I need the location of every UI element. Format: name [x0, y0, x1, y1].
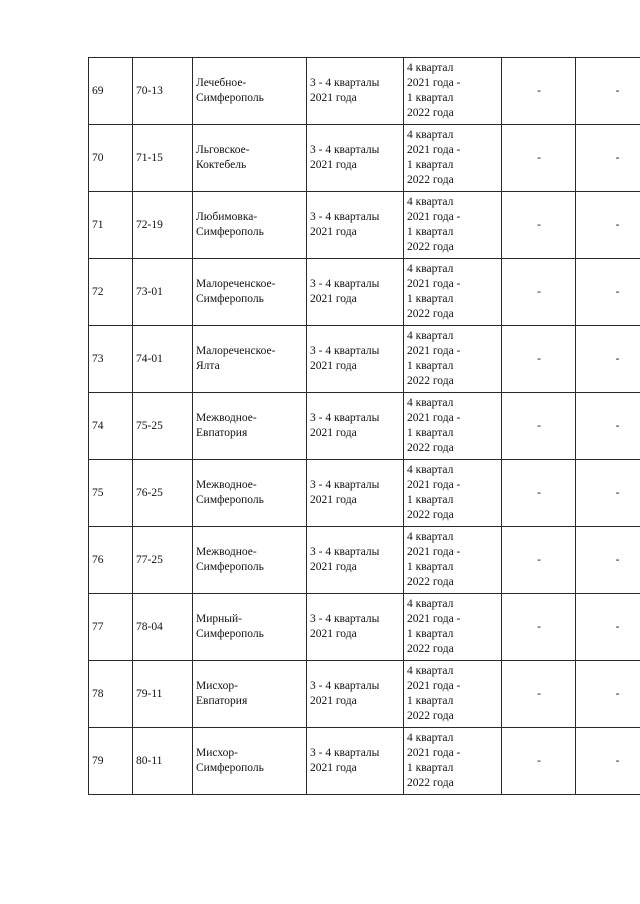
period-cell: [307, 460, 404, 527]
table-row: [89, 728, 640, 795]
period-cell: [307, 125, 404, 192]
route-code-cell-text: 72-19: [136, 218, 163, 231]
table-row: [89, 192, 640, 259]
route-code-cell: [133, 192, 193, 259]
route-number-cell-text: 74: [92, 419, 104, 432]
route-number-cell: [89, 58, 133, 125]
column-a-cell: [502, 393, 576, 460]
route-number-cell-text: 71: [92, 218, 104, 231]
column-b-cell-text: -: [615, 486, 620, 499]
column-b-cell: [576, 259, 640, 326]
period-cell: [307, 192, 404, 259]
table-row: [89, 58, 640, 125]
route-code-cell: [133, 259, 193, 326]
deadline-cell: [404, 594, 502, 661]
route-name-cell-text: Межводное- Симферополь: [196, 479, 264, 506]
period-cell-text: 3 - 4 кварталы 2021 года: [310, 278, 380, 305]
column-a-cell: [502, 661, 576, 728]
route-number-cell: [89, 326, 133, 393]
deadline-cell: [404, 125, 502, 192]
column-b-cell: [576, 58, 640, 125]
deadline-cell: [404, 259, 502, 326]
period-cell-text: 3 - 4 кварталы 2021 года: [310, 345, 380, 372]
column-a-cell: [502, 728, 576, 795]
deadline-cell: [404, 661, 502, 728]
table-row: [89, 125, 640, 192]
route-name-cell: [193, 527, 307, 594]
route-name-cell: [193, 259, 307, 326]
deadline-cell: [404, 527, 502, 594]
deadline-cell-text: 4 квартал 2021 года - 1 квартал 2022 года: [407, 464, 461, 521]
route-name-cell-text: Мисхор- Симферополь: [196, 747, 264, 774]
table-row: [89, 460, 640, 527]
deadline-cell-text: 4 квартал 2021 года - 1 квартал 2022 года: [407, 330, 461, 387]
route-number-cell-text: 72: [92, 285, 104, 298]
period-cell: [307, 326, 404, 393]
column-b-cell-text: -: [615, 754, 620, 767]
column-b-cell-text: -: [615, 285, 620, 298]
route-code-cell-text: 80-11: [136, 754, 163, 767]
column-a-cell-text: -: [537, 84, 541, 97]
route-number-cell-text: 69: [92, 84, 104, 97]
route-number-cell-text: 73: [92, 352, 104, 365]
route-code-cell: [133, 460, 193, 527]
column-a-cell: [502, 259, 576, 326]
column-a-cell-text: -: [537, 553, 541, 566]
column-b-cell: [576, 460, 640, 527]
period-cell-text: 3 - 4 кварталы 2021 года: [310, 613, 380, 640]
route-name-cell-text: Льговское- Коктебель: [196, 144, 250, 171]
column-a-cell: [502, 527, 576, 594]
routes-table: [88, 57, 640, 795]
route-number-cell: [89, 728, 133, 795]
route-code-cell: [133, 527, 193, 594]
column-a-cell-text: -: [537, 754, 541, 767]
period-cell-text: 3 - 4 кварталы 2021 года: [310, 680, 380, 707]
route-code-cell-text: 79-11: [136, 687, 163, 700]
route-name-cell: [193, 393, 307, 460]
deadline-cell-text: 4 квартал 2021 года - 1 квартал 2022 года: [407, 62, 461, 119]
route-number-cell-text: 77: [92, 620, 104, 633]
route-code-cell-text: 73-01: [136, 285, 163, 298]
period-cell-text: 3 - 4 кварталы 2021 года: [310, 77, 380, 104]
column-a-cell: [502, 58, 576, 125]
route-code-cell: [133, 326, 193, 393]
route-number-cell: [89, 259, 133, 326]
route-name-cell-text: Мирный- Симферополь: [196, 613, 264, 640]
period-cell: [307, 594, 404, 661]
column-b-cell: [576, 326, 640, 393]
route-name-cell-text: Мисхор- Евпатория: [196, 680, 248, 707]
route-code-cell: [133, 393, 193, 460]
deadline-cell-text: 4 квартал 2021 года - 1 квартал 2022 года: [407, 531, 461, 588]
route-code-cell-text: 78-04: [136, 620, 163, 633]
table-row: [89, 259, 640, 326]
column-a-cell: [502, 594, 576, 661]
column-a-cell-text: -: [537, 620, 541, 633]
column-a-cell: [502, 125, 576, 192]
table-row: [89, 661, 640, 728]
column-b-cell: [576, 527, 640, 594]
route-name-cell-text: Малореченское- Ялта: [196, 345, 276, 372]
period-cell-text: 3 - 4 кварталы 2021 года: [310, 412, 380, 439]
table-row: [89, 527, 640, 594]
route-name-cell: [193, 594, 307, 661]
column-b-cell: [576, 594, 640, 661]
column-a-cell-text: -: [537, 687, 541, 700]
route-name-cell: [193, 460, 307, 527]
deadline-cell: [404, 58, 502, 125]
period-cell-text: 3 - 4 кварталы 2021 года: [310, 546, 380, 573]
column-b-cell-text: -: [615, 687, 620, 700]
column-a-cell-text: -: [537, 285, 541, 298]
column-a-cell-text: -: [537, 151, 541, 164]
routes-table-body: [89, 58, 640, 795]
route-code-cell-text: 70-13: [136, 84, 163, 97]
route-number-cell: [89, 661, 133, 728]
route-code-cell: [133, 125, 193, 192]
route-code-cell: [133, 594, 193, 661]
route-code-cell: [133, 728, 193, 795]
route-number-cell: [89, 594, 133, 661]
table-row: [89, 326, 640, 393]
deadline-cell-text: 4 квартал 2021 года - 1 квартал 2022 года: [407, 665, 461, 722]
column-a-cell-text: -: [537, 352, 541, 365]
route-name-cell-text: Межводное- Евпатория: [196, 412, 257, 439]
route-code-cell-text: 74-01: [136, 352, 163, 365]
route-name-cell: [193, 58, 307, 125]
period-cell-text: 3 - 4 кварталы 2021 года: [310, 144, 380, 171]
route-name-cell-text: Любимовка- Симферополь: [196, 211, 264, 238]
period-cell-text: 3 - 4 кварталы 2021 года: [310, 479, 380, 506]
deadline-cell-text: 4 квартал 2021 года - 1 квартал 2022 года: [407, 129, 461, 186]
route-number-cell: [89, 527, 133, 594]
column-a-cell: [502, 192, 576, 259]
route-code-cell-text: 77-25: [136, 553, 163, 566]
route-code-cell: [133, 661, 193, 728]
route-code-cell-text: 71-15: [136, 151, 163, 164]
route-name-cell-text: Малореченское- Симферополь: [196, 278, 276, 305]
column-b-cell: [576, 192, 640, 259]
column-b-cell-text: -: [615, 419, 620, 432]
route-number-cell-text: 79: [92, 754, 104, 767]
route-name-cell: [193, 192, 307, 259]
deadline-cell: [404, 326, 502, 393]
route-number-cell: [89, 393, 133, 460]
table-row: [89, 393, 640, 460]
column-b-cell-text: -: [615, 352, 620, 365]
column-a-cell: [502, 326, 576, 393]
column-a-cell-text: -: [537, 419, 541, 432]
column-b-cell-text: -: [615, 84, 620, 97]
column-b-cell-text: -: [615, 553, 620, 566]
route-number-cell: [89, 192, 133, 259]
deadline-cell: [404, 393, 502, 460]
column-a-cell-text: -: [537, 218, 541, 231]
route-number-cell: [89, 460, 133, 527]
deadline-cell: [404, 192, 502, 259]
period-cell: [307, 259, 404, 326]
period-cell: [307, 393, 404, 460]
column-b-cell-text: -: [615, 151, 620, 164]
period-cell: [307, 661, 404, 728]
route-number-cell-text: 75: [92, 486, 104, 499]
route-name-cell: [193, 125, 307, 192]
route-number-cell-text: 78: [92, 687, 104, 700]
deadline-cell: [404, 728, 502, 795]
route-number-cell-text: 76: [92, 553, 104, 566]
route-code-cell: [133, 58, 193, 125]
route-number-cell: [89, 125, 133, 192]
route-name-cell: [193, 326, 307, 393]
period-cell-text: 3 - 4 кварталы 2021 года: [310, 211, 380, 238]
column-b-cell: [576, 125, 640, 192]
route-code-cell-text: 76-25: [136, 486, 163, 499]
column-b-cell: [576, 393, 640, 460]
period-cell: [307, 58, 404, 125]
table-row: [89, 594, 640, 661]
deadline-cell-text: 4 квартал 2021 года - 1 квартал 2022 года: [407, 196, 461, 253]
period-cell: [307, 527, 404, 594]
column-b-cell: [576, 728, 640, 795]
route-name-cell-text: Межводное- Симферополь: [196, 546, 264, 573]
deadline-cell-text: 4 квартал 2021 года - 1 квартал 2022 года: [407, 397, 461, 454]
period-cell-text: 3 - 4 кварталы 2021 года: [310, 747, 380, 774]
route-name-cell-text: Лечебное- Симферополь: [196, 77, 264, 104]
column-b-cell-text: -: [615, 218, 620, 231]
deadline-cell-text: 4 квартал 2021 года - 1 квартал 2022 года: [407, 263, 461, 320]
route-name-cell: [193, 661, 307, 728]
column-b-cell-text: -: [615, 620, 620, 633]
column-a-cell: [502, 460, 576, 527]
column-a-cell-text: -: [537, 486, 541, 499]
route-name-cell: [193, 728, 307, 795]
deadline-cell-text: 4 квартал 2021 года - 1 квартал 2022 года: [407, 598, 461, 655]
deadline-cell: [404, 460, 502, 527]
deadline-cell-text: 4 квартал 2021 года - 1 квартал 2022 года: [407, 732, 461, 789]
column-b-cell: [576, 661, 640, 728]
period-cell: [307, 728, 404, 795]
route-code-cell-text: 75-25: [136, 419, 163, 432]
route-number-cell-text: 70: [92, 151, 104, 164]
